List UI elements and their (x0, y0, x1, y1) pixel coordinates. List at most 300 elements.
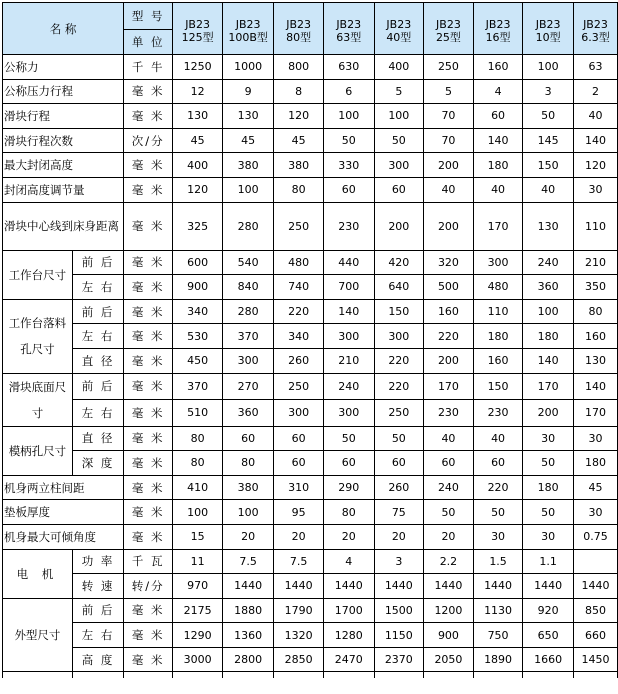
value-cell: 180 (523, 324, 574, 349)
model-header (323, 3, 374, 55)
value-cell: 3000 (173, 647, 223, 672)
value-cell: 130 (523, 202, 574, 250)
unit-cell: 毫 米 (124, 647, 173, 672)
value-cell: 300 (323, 400, 374, 427)
table-row (3, 574, 618, 599)
value-cell: 120 (573, 153, 617, 178)
value-cell: 310 (274, 475, 324, 500)
value-cell: 400 (173, 153, 223, 178)
sub-label: 深 度 (72, 451, 123, 476)
value-cell: 60 (424, 451, 474, 476)
group-name: 工作台尺寸 (3, 250, 73, 299)
value-cell: 220 (274, 299, 324, 324)
model-header (223, 3, 274, 55)
value-cell: 100 (223, 177, 274, 202)
value-cell: 1440 (274, 574, 324, 599)
value-cell: 45 (173, 128, 223, 153)
truncated-cell (3, 672, 73, 679)
table-row (3, 647, 618, 672)
model-type: 6.3型 (581, 31, 610, 44)
unit-cell: 毫 米 (124, 373, 173, 400)
value-cell: 230 (424, 400, 474, 427)
value-cell: 450 (173, 348, 223, 373)
value-cell: 170 (523, 373, 574, 400)
unit-cell: 千 牛 (124, 55, 173, 80)
table-row (3, 672, 618, 679)
value-cell: 200 (523, 400, 574, 427)
value-cell: 80 (274, 177, 324, 202)
table-row (3, 400, 618, 427)
unit-cell: 毫 米 (124, 299, 173, 324)
value-cell: 700 (323, 275, 374, 300)
value-cell: 2 (573, 79, 617, 104)
value-cell: 280 (223, 202, 274, 250)
value-cell: 60 (473, 451, 523, 476)
model-header (473, 3, 523, 55)
value-cell (573, 549, 617, 574)
value-cell: 250 (274, 373, 324, 400)
value-cell: 45 (274, 128, 324, 153)
value-cell: 1360 (223, 623, 274, 648)
sub-label: 前 后 (72, 598, 123, 623)
table-row (3, 55, 618, 80)
value-cell: 30 (573, 177, 617, 202)
unit-cell: 毫 米 (124, 275, 173, 300)
value-cell: 1790 (274, 598, 324, 623)
value-cell: 510 (173, 400, 223, 427)
value-cell: 60 (473, 104, 523, 129)
value-cell: 170 (573, 400, 617, 427)
value-cell: 180 (573, 451, 617, 476)
value-cell: 60 (323, 451, 374, 476)
param-name: 滑块行程 (3, 104, 124, 129)
model-type: 10型 (535, 31, 561, 44)
value-cell: 300 (274, 400, 324, 427)
value-cell: 850 (573, 598, 617, 623)
model-type: 40型 (386, 31, 412, 44)
value-cell: 920 (523, 598, 574, 623)
value-cell: 150 (374, 299, 424, 324)
value-cell: 480 (274, 250, 324, 275)
value-cell: 180 (473, 153, 523, 178)
value-cell: 11 (173, 549, 223, 574)
unit-label: 单 位 (124, 30, 173, 55)
unit-cell: 毫 米 (124, 153, 173, 178)
value-cell: 1450 (573, 647, 617, 672)
table-row (3, 324, 618, 349)
model-series: JB23 (235, 18, 261, 31)
value-cell: 110 (473, 299, 523, 324)
param-name: 机身最大可倾角度 (3, 524, 124, 549)
value-cell: 740 (274, 275, 324, 300)
value-cell: 80 (573, 299, 617, 324)
value-cell: 240 (323, 373, 374, 400)
table-row (3, 348, 618, 373)
unit-cell: 毫 米 (124, 348, 173, 373)
value-cell: 150 (473, 373, 523, 400)
value-cell: 330 (323, 153, 374, 178)
model-type: 100B型 (228, 31, 268, 44)
value-cell: 260 (374, 475, 424, 500)
value-cell: 60 (274, 426, 324, 451)
value-cell: 2470 (323, 647, 374, 672)
sub-label: 直 径 (72, 348, 123, 373)
table-row (3, 128, 618, 153)
param-name: 最大封闭高度 (3, 153, 124, 178)
value-cell: 45 (573, 475, 617, 500)
value-cell: 50 (374, 426, 424, 451)
model-header (573, 3, 617, 55)
value-cell: 1290 (173, 623, 223, 648)
table-row (3, 275, 618, 300)
table-row (3, 104, 618, 129)
value-cell: 1440 (223, 574, 274, 599)
unit-cell: 毫 米 (124, 250, 173, 275)
table-row (3, 3, 618, 30)
value-cell: 530 (173, 324, 223, 349)
group-name: 工作台落料孔尺寸 (3, 299, 73, 373)
value-cell: 100 (223, 500, 274, 525)
value-cell: 50 (473, 500, 523, 525)
value-cell: 200 (424, 348, 474, 373)
value-cell: 60 (323, 177, 374, 202)
value-cell: 30 (473, 524, 523, 549)
value-cell: 170 (473, 202, 523, 250)
value-cell: 370 (173, 373, 223, 400)
table-row (3, 373, 618, 400)
value-cell: 80 (173, 451, 223, 476)
value-cell: 30 (523, 524, 574, 549)
table-row (3, 598, 618, 623)
value-cell: 9 (223, 79, 274, 104)
value-cell: 240 (523, 250, 574, 275)
value-cell: 3 (374, 549, 424, 574)
value-cell: 380 (274, 153, 324, 178)
model-header (523, 3, 574, 55)
param-name: 滑块行程次数 (3, 128, 124, 153)
table-row (3, 153, 618, 178)
value-cell: 230 (323, 202, 374, 250)
value-cell: 30 (573, 426, 617, 451)
value-cell: 20 (424, 524, 474, 549)
value-cell: 160 (473, 55, 523, 80)
value-cell: 140 (573, 128, 617, 153)
table-row (3, 623, 618, 648)
group-name: 模柄孔尺寸 (3, 426, 73, 475)
param-name: 公称压力行程 (3, 79, 124, 104)
value-cell: 300 (374, 153, 424, 178)
truncated-cell (323, 672, 374, 679)
value-cell: 140 (323, 299, 374, 324)
value-cell: 80 (323, 500, 374, 525)
param-name: 公称力 (3, 55, 124, 80)
value-cell: 1440 (374, 574, 424, 599)
model-header (173, 3, 223, 55)
value-cell: 500 (424, 275, 474, 300)
value-cell: 1250 (173, 55, 223, 80)
group-name: 滑块底面尺寸 (3, 373, 73, 426)
unit-cell: 毫 米 (124, 475, 173, 500)
value-cell: 400 (374, 55, 424, 80)
value-cell: 290 (323, 475, 374, 500)
value-cell: 270 (223, 373, 274, 400)
truncated-cell (223, 672, 274, 679)
model-series: JB23 (185, 18, 210, 31)
value-cell: 20 (323, 524, 374, 549)
unit-cell: 毫 米 (124, 104, 173, 129)
press-spec-table (2, 2, 618, 678)
table-row (3, 426, 618, 451)
value-cell: 750 (473, 623, 523, 648)
value-cell: 300 (374, 324, 424, 349)
param-name: 垫板厚度 (3, 500, 124, 525)
value-cell: 140 (473, 128, 523, 153)
value-cell: 130 (573, 348, 617, 373)
truncated-cell (374, 672, 424, 679)
value-cell: 7.5 (223, 549, 274, 574)
value-cell: 480 (473, 275, 523, 300)
value-cell: 5 (424, 79, 474, 104)
unit-cell: 毫 米 (124, 400, 173, 427)
value-cell: 1440 (473, 574, 523, 599)
value-cell: 100 (523, 55, 574, 80)
value-cell: 1440 (523, 574, 574, 599)
value-cell: 200 (424, 202, 474, 250)
value-cell: 80 (173, 426, 223, 451)
table-row (3, 202, 618, 250)
truncated-cell (523, 672, 574, 679)
value-cell: 230 (473, 400, 523, 427)
table-row (3, 524, 618, 549)
value-cell: 20 (223, 524, 274, 549)
value-cell: 325 (173, 202, 223, 250)
value-cell: 1280 (323, 623, 374, 648)
value-cell: 40 (473, 426, 523, 451)
value-cell: 1500 (374, 598, 424, 623)
truncated-cell (573, 672, 617, 679)
value-cell: 440 (323, 250, 374, 275)
value-cell: 140 (523, 348, 574, 373)
truncated-cell (173, 672, 223, 679)
name-header: 名 称 (3, 3, 124, 55)
value-cell: 410 (173, 475, 223, 500)
model-type: 16型 (485, 31, 511, 44)
param-name: 封闭高度调节量 (3, 177, 124, 202)
model-type: 125型 (181, 31, 214, 44)
table-row (3, 500, 618, 525)
value-cell: 40 (473, 177, 523, 202)
value-cell: 5 (374, 79, 424, 104)
model-type: 25型 (435, 31, 461, 44)
value-cell: 350 (573, 275, 617, 300)
truncated-cell (124, 672, 173, 679)
value-cell: 160 (573, 324, 617, 349)
sub-label: 转 速 (72, 574, 123, 599)
value-cell: 50 (374, 128, 424, 153)
table-row (3, 299, 618, 324)
sub-label: 前 后 (72, 373, 123, 400)
value-cell: 145 (523, 128, 574, 153)
value-cell: 1130 (473, 598, 523, 623)
value-cell: 650 (523, 623, 574, 648)
value-cell: 60 (374, 177, 424, 202)
value-cell: 630 (323, 55, 374, 80)
value-cell: 50 (523, 104, 574, 129)
model-series: JB23 (535, 18, 561, 31)
model-series: JB23 (485, 18, 511, 31)
table-row (3, 475, 618, 500)
truncated-cell (72, 672, 123, 679)
unit-cell: 毫 米 (124, 324, 173, 349)
table-row (3, 79, 618, 104)
value-cell: 0.75 (573, 524, 617, 549)
value-cell: 1.1 (523, 549, 574, 574)
value-cell: 250 (274, 202, 324, 250)
unit-cell: 千 瓦 (124, 549, 173, 574)
value-cell: 160 (424, 299, 474, 324)
value-cell: 340 (173, 299, 223, 324)
value-cell: 40 (424, 426, 474, 451)
value-cell: 1150 (374, 623, 424, 648)
value-cell: 70 (424, 104, 474, 129)
sub-label: 左 右 (72, 400, 123, 427)
value-cell: 200 (374, 202, 424, 250)
value-cell: 70 (424, 128, 474, 153)
sub-label: 前 后 (72, 299, 123, 324)
value-cell: 180 (473, 324, 523, 349)
value-cell: 95 (274, 500, 324, 525)
sub-label: 左 右 (72, 275, 123, 300)
value-cell: 210 (323, 348, 374, 373)
value-cell: 100 (374, 104, 424, 129)
unit-cell: 毫 米 (124, 524, 173, 549)
unit-cell: 毫 米 (124, 451, 173, 476)
value-cell: 160 (473, 348, 523, 373)
value-cell: 30 (523, 426, 574, 451)
value-cell: 300 (473, 250, 523, 275)
table-row (3, 451, 618, 476)
value-cell: 8 (274, 79, 324, 104)
value-cell: 900 (173, 275, 223, 300)
value-cell: 900 (424, 623, 474, 648)
value-cell: 170 (424, 373, 474, 400)
value-cell: 340 (274, 324, 324, 349)
value-cell: 100 (323, 104, 374, 129)
value-cell: 360 (523, 275, 574, 300)
value-cell: 260 (274, 348, 324, 373)
value-cell: 7.5 (274, 549, 324, 574)
model-series: JB23 (436, 18, 461, 31)
value-cell: 40 (573, 104, 617, 129)
value-cell: 1440 (323, 574, 374, 599)
value-cell: 50 (523, 451, 574, 476)
value-cell: 220 (473, 475, 523, 500)
value-cell: 280 (223, 299, 274, 324)
value-cell: 12 (173, 79, 223, 104)
value-cell: 2.2 (424, 549, 474, 574)
sub-label: 前 后 (72, 250, 123, 275)
model-series: JB23 (386, 18, 412, 31)
value-cell: 380 (223, 475, 274, 500)
model-type: 80型 (286, 31, 312, 44)
value-cell: 20 (374, 524, 424, 549)
model-series: JB23 (583, 18, 608, 31)
value-cell: 300 (223, 348, 274, 373)
model-series: JB23 (286, 18, 312, 31)
unit-cell: 转/分 (124, 574, 173, 599)
value-cell: 120 (274, 104, 324, 129)
model-header (274, 3, 324, 55)
value-cell: 130 (173, 104, 223, 129)
value-cell: 150 (523, 153, 574, 178)
unit-cell: 毫 米 (124, 623, 173, 648)
value-cell: 800 (274, 55, 324, 80)
value-cell: 180 (523, 475, 574, 500)
value-cell: 30 (573, 500, 617, 525)
value-cell: 1890 (473, 647, 523, 672)
value-cell: 200 (424, 153, 474, 178)
model-label: 型 号 (124, 3, 173, 30)
value-cell: 40 (523, 177, 574, 202)
value-cell: 4 (473, 79, 523, 104)
sub-label: 功 率 (72, 549, 123, 574)
value-cell: 140 (573, 373, 617, 400)
table-row (3, 549, 618, 574)
value-cell: 1660 (523, 647, 574, 672)
unit-cell: 毫 米 (124, 79, 173, 104)
value-cell: 250 (374, 400, 424, 427)
value-cell: 130 (223, 104, 274, 129)
value-cell: 4 (323, 549, 374, 574)
sub-label: 直 径 (72, 426, 123, 451)
value-cell: 2175 (173, 598, 223, 623)
value-cell: 50 (323, 128, 374, 153)
value-cell: 60 (274, 451, 324, 476)
value-cell: 120 (173, 177, 223, 202)
value-cell: 75 (374, 500, 424, 525)
value-cell: 2800 (223, 647, 274, 672)
value-cell: 50 (523, 500, 574, 525)
unit-cell: 毫 米 (124, 598, 173, 623)
value-cell: 210 (573, 250, 617, 275)
table-row (3, 250, 618, 275)
sub-label: 高 度 (72, 647, 123, 672)
value-cell: 6 (323, 79, 374, 104)
truncated-cell (274, 672, 324, 679)
value-cell: 2850 (274, 647, 324, 672)
value-cell: 50 (323, 426, 374, 451)
value-cell: 1440 (573, 574, 617, 599)
table-row (3, 177, 618, 202)
value-cell: 600 (173, 250, 223, 275)
value-cell: 240 (424, 475, 474, 500)
value-cell: 370 (223, 324, 274, 349)
value-cell: 45 (223, 128, 274, 153)
value-cell: 220 (424, 324, 474, 349)
value-cell: 20 (274, 524, 324, 549)
value-cell: 1700 (323, 598, 374, 623)
value-cell: 300 (323, 324, 374, 349)
unit-cell: 毫 米 (124, 500, 173, 525)
value-cell: 1000 (223, 55, 274, 80)
value-cell: 1880 (223, 598, 274, 623)
sub-label: 左 右 (72, 324, 123, 349)
value-cell: 80 (223, 451, 274, 476)
model-header (424, 3, 474, 55)
value-cell: 380 (223, 153, 274, 178)
value-cell: 640 (374, 275, 424, 300)
truncated-cell (473, 672, 523, 679)
